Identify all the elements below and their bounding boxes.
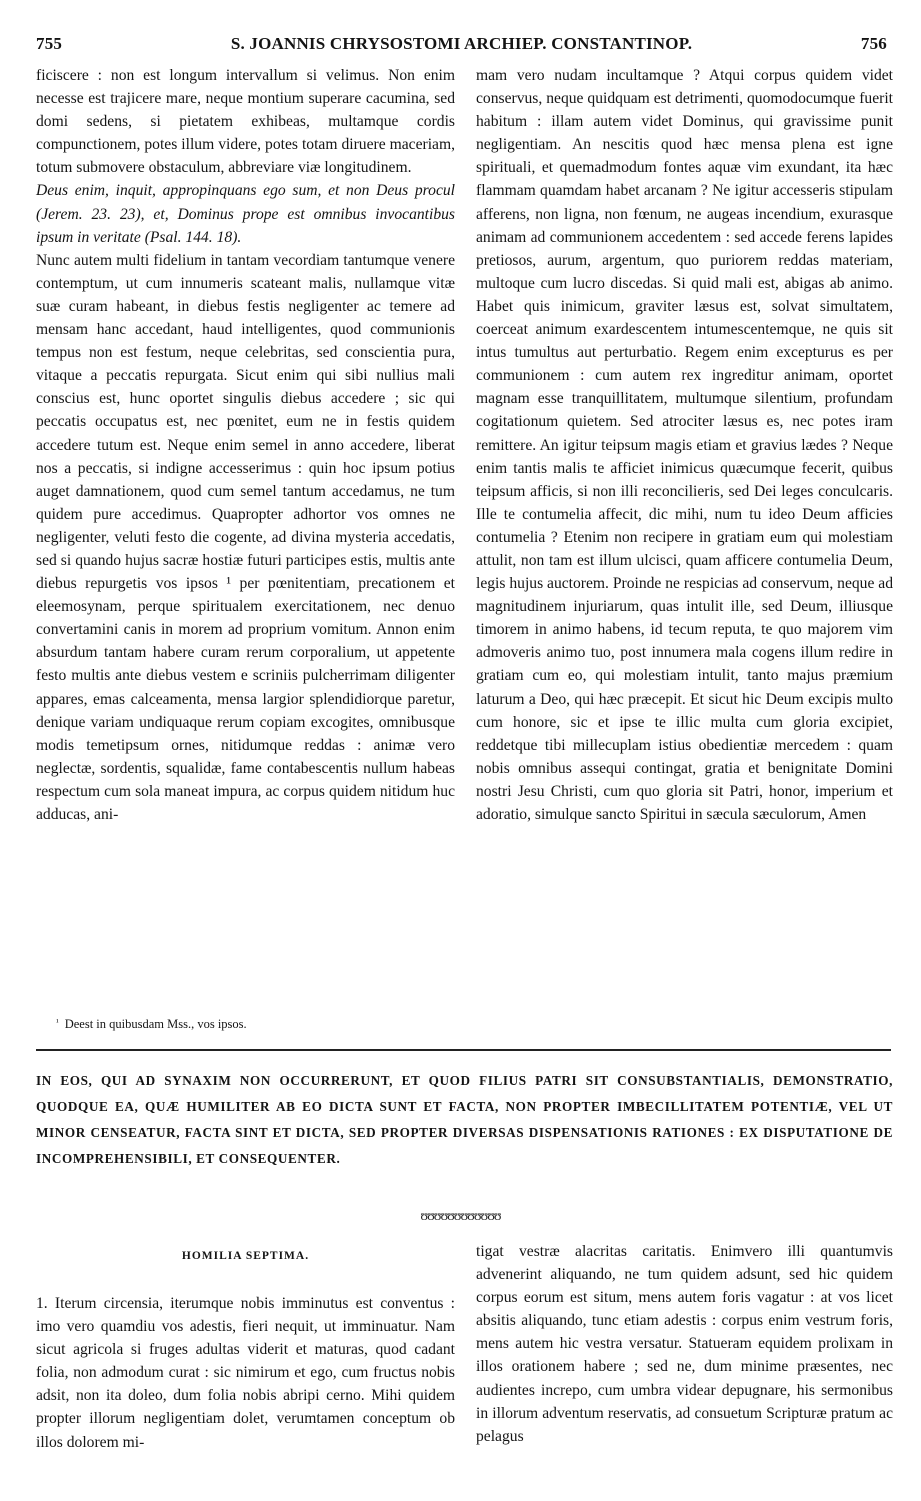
paragraph: Nunc autem multi fidelium in tantam vecordiam tantumque venere contemptum, ut cum innumeris scateant malis, nullamque vitæ suæ curam habeant, in diebus festis negligenter ac temere ad mensam hanc accedant, haud intelligentes, quod communionis tempus non est festum, neque celebritas, sed conscientia pura, vitaque a peccatis repurgata. Sicut enim qui sibi nullius mali conscius est, hunc oportet singulis diebus accedere ; sic qui peccatis occupatus est, nec pœnitet, eum ne in festis quidem accedere tutum est. Neque enim semel in anno accedere, liberat nos a peccatis, si indigne accesserimus : quin hoc ipsum potius auget damnationem, quod cum semel tantum accedamus, ne tum quidem pure accedimus. Quapropter adhortor vos omnes ne negligenter, veluti festo die cogente, ad divina mysteria accedatis, sed si quando hujus sacræ hostiæ futuri participes estis, multis ante diebus repurgetis vos ipsos ¹ per pœnitentiam, precationem et eleemosynam, perque spiritualem exercitationem, nec denuo convertamini canis in morem ad proprium vomitum. Annon enim absurdum tantam habere curam rerum corporalium, ut appetente festo multis ante diebus vestem e scriniis pulcherrimam diligenter appares, emas calceamenta, mensa largior splendidiorque paretur, denique variam undiquaque rerum copiam excogites, omnibusque modis temetipsum ornes, nitidumque reddas : animæ vero neglectæ, sordentis, squalidæ, fame contabescentis nullum habeas respectum cum sola maneat impura, ac corpus quidem nitidum huc adducas, ani- [36, 251, 455, 823]
footnote-mark: ¹ [56, 1017, 59, 1027]
paragraph: tigat vestræ alacritas caritatis. Enimvero illi quantumvis advenerint aliquando, ne tum quidem adsunt, sed hic quidem corpus eorum est situm, mens autem foris vagatur : at vos licet absitis aliquando, tunc etiam adestis : corpus enim vestrum foris, mens autem hic vestra versatur. Statueram equidem prolixam in illos orationem habere ; sed ne, dum minime præsentes, nec audientes increpo, cum umbra videar depugnare, his sermonibus in illorum adventum reservatis, ad consuetum Scripturæ pratum ac pelagus [476, 1243, 893, 1445]
running-head [36, 34, 887, 60]
running-title: S. JOANNIS CHRYSOSTOMI ARCHIEP. CONSTANTINOP. [230, 34, 693, 53]
right-column-top [476, 64, 893, 826]
paragraph: 1. Iterum circensia, iterumque nobis imminutus est conventus : imo vero quamdiu vos adestis, fieri nequit, ut imminuatur. Nam sicut agricola si fruges adultas viderit et maturas, quod cadant folia, non admodum curat : sic nimirum et ego, cum fructus nobis adsit, non ita doleo, dum folia nobis abripi cerno. Mihi quidem propter illorum negligentiam dolet, verumtamen conceptum ob illos dolorem mi- [36, 1295, 455, 1451]
paragraph: mam vero nudam incultamque ? Atqui corpus quidem videt conservus, neque quidquam est detrimenti, quomodocumque fuerit habitum : illam autem videt Dominus, qui gravissime punit negligentiam. An nescitis quod hæc mensa plena est igne spirituali, et quemadmodum fontes aquæ vim exundant, ita hæc flammam quamdam habet arcanam ? Ne igitur accesseris stipulam afferens, non ligna, non fœnum, ne augeas incendium, exurasque animam ad communionem accedentem : sed accede ferens lapides pretiosos, aurum, argentum, quo puriorem reddas materiam, multoque cum lucro discedas. Si quid mali est, abigas ab animo. Habet quis inimicum, graviter læsus est, solvat simultatem, coerceat animum exardescentem intumescentemque, ne quis sit intus tumultus aut perturbatio. Regem enim excepturus es per communionem : cum autem rex ingreditur animam, oportet magnam esse tranquillitatem, multumque silentium, profundam cogitationum quietem. Sed atrociter læsus es, nec potes iram remittere. An igitur teipsum magis etiam et gravius lædes ? Neque enim tantis malis te afficiet inimicus quæcumque fecerit, quibus teipsum afficis, si non illi reconcilieris, sed Dei leges conculcaris. Ille te contumelia affecit, dic mihi, num tu ideo Deum afficies contumelia ? Etenim non recipere in gratiam eum qui molestiam attulit, non tam est illum ulcisci, quam afficere contumelia Deum, legis hujus auctorem. Proinde ne respicias ad conservum, neque ad magnitudinem injuriarum, quas intulit ille, sed Deum, illiusque timorem in animo habens, id tecum reputa, te quo majorem vim admoveris animo tuo, post innumera mala cogens illum redire in gratiam cum eo, qui molestiam intulit, tanto majus præmium laturum a Deo, qui hæc præcepit. Et sicut hic Deum excipis multo cum honore, sic et ipse te illic multa cum gloria excipiet, reddetque tibi millecuplam istius obedientiæ mercedem : quam nobis omnibus assequi contingat, gratia et benignitate Domini nostri Jesu Christi, cum quo gloria sit Patri, honor, imperium et adoratio, simulque sancto Spiritui in sæcula sæculorum, Amen [476, 67, 894, 823]
right-column-bottom [476, 1240, 893, 1448]
footnote-text: Deest in quibusdam Mss., vos ipsos. [64, 1017, 247, 1031]
left-column-top [36, 64, 455, 826]
left-column-bottom [36, 1292, 455, 1454]
page-number-left: 755 [36, 34, 63, 53]
homily-heading: IN EOS, QUI AD SYNAXIM NON OCCURRERUNT, ET QUOD FILIUS PATRI SIT CONSUBSTANTIALIS, DEMONSTRATIO, QUODQUE EA, QUÆ HUMILITER AB EO DICTA SUNT ET FACTA, NON PROPTER IMBECILLITATEM POTENTIÆ, VEL UT MINOR CENSEATUR, FACTA SINT ET DICTA, SED PROPTER DIVERSAS DISPENSATIONIS RATIONES : EX DISPUTATIONE DE INCOMPREHENSIBILI, ET CONSEQUENTER. [36, 1073, 893, 1166]
page-number-right: 756 [860, 34, 887, 53]
paragraph: ficiscere : non est longum intervallum si velimus. Non enim necesse est trajicere mare, neque montium superare cacumina, sed domi sedens, si pietatem exhibeas, multamque cordis compunctionem, potes illum videre, potes totam diruere maceriam, totum submovere obstaculum, abbreviare viæ longitudinem. [36, 67, 455, 177]
ornament-divider: ʊʊʊʊʊʊʊʊʊʊʊʊ [420, 1209, 501, 1224]
footnote [56, 1014, 456, 1032]
section-divider [36, 1049, 891, 1051]
homily-title: HOMILIA SEPTIMA. [181, 1250, 310, 1262]
scripture-citation: Deus enim, inquit, appropinquans ego sum, et non Deus procul (Jerem. 23. 23), et, Dominus prope est omnibus invocantibus ipsum in veritate (Psal. 144. 18). [36, 182, 455, 246]
